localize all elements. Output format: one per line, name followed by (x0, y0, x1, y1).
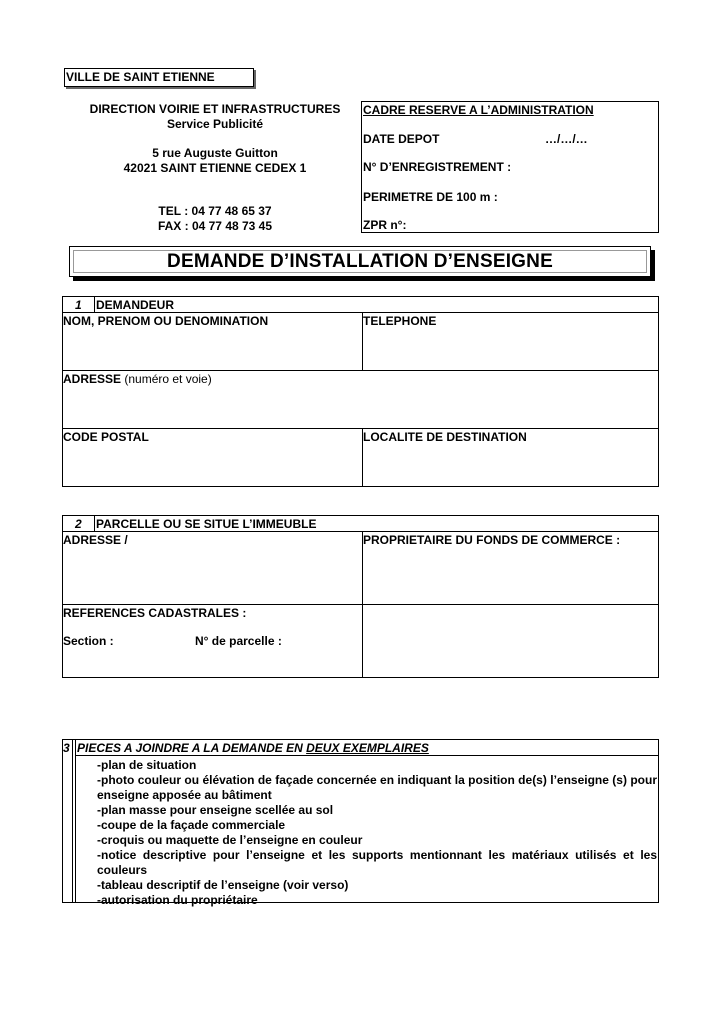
telephone: TEL : 04 77 48 65 37 (158, 204, 272, 218)
address-label: ADRESSE (63, 372, 122, 386)
attachments-list (97, 758, 657, 908)
form-title-banner (69, 246, 651, 277)
direction-block (80, 102, 350, 234)
street-address: 5 rue Auguste Guitton (152, 146, 278, 160)
form-title: DEMANDE D’INSTALLATION D’ENSEIGNE (167, 251, 553, 272)
admin-title: CADRE RESERVE A L’ADMINISTRATION (363, 103, 594, 117)
section3-number: 3 (63, 741, 70, 755)
city-name: VILLE DE SAINT ETIENNE (66, 70, 215, 84)
parcel-address-field[interactable] (63, 548, 361, 603)
name-field[interactable] (63, 319, 361, 369)
section-parcelle (62, 515, 659, 678)
locality-field[interactable] (363, 445, 657, 485)
cadastral-label: REFERENCES CADASTRALES : (63, 606, 247, 620)
address-hint: (numéro et voie) (121, 372, 212, 386)
parcel-address-label: ADRESSE / (63, 533, 128, 547)
date-deposit-value: …/…/… (545, 132, 588, 146)
list-item: -coupe de la façade commerciale (97, 818, 286, 832)
name-label: NOM, PRENOM OU DENOMINATION (63, 314, 269, 328)
direction-name: DIRECTION VOIRIE ET INFRASTRUCTURES (89, 102, 341, 116)
postal-code-label: CODE POSTAL (63, 430, 149, 444)
list-item: -tableau descriptif de l’enseigne (voir verso) (97, 878, 349, 892)
section2-number: 2 (75, 517, 82, 531)
business-owner-field[interactable] (363, 548, 657, 603)
list-item: -plan masse pour enseigne scellée au sol (97, 803, 334, 817)
section3-heading-prefix: PIECES A JOINDRE A LA DEMANDE EN (77, 741, 307, 755)
list-item: -croquis ou maquette de l’enseigne en couleur (97, 833, 363, 847)
section3-heading (77, 741, 429, 755)
cadastral-extra-field[interactable] (363, 606, 657, 676)
section1-heading: DEMANDEUR (96, 298, 174, 312)
city-box (64, 68, 254, 87)
postal-code-field[interactable] (63, 445, 361, 485)
fax: FAX : 04 77 48 73 45 (157, 219, 273, 233)
section1-number: 1 (75, 298, 82, 312)
list-item: -autorisation du propriétaire (97, 893, 258, 907)
postal-address: 42021 SAINT ETIENNE CEDEX 1 (123, 161, 307, 175)
list-item: -photo couleur ou élévation de façade concernée en indiquant la position de(s) l’enseigne (s) pour enseigne apposée au bâtiment (97, 773, 657, 802)
section3-heading-emph: DEUX EXEMPLAIRES (306, 741, 429, 755)
address-field[interactable] (63, 387, 657, 427)
phone-label: TELEPHONE (363, 314, 437, 328)
locality-label: LOCALITE DE DESTINATION (363, 430, 527, 444)
section-label: Section : (63, 634, 114, 648)
service-name: Service Publicité (166, 117, 264, 131)
zpr-label: ZPR n°: (363, 218, 407, 232)
perimeter-label: PERIMETRE DE 100 m : (363, 190, 498, 204)
admin-reserved-box (361, 101, 659, 233)
section2-heading: PARCELLE OU SE SITUE L’IMMEUBLE (96, 517, 317, 531)
parcel-number-label: N° de parcelle : (195, 634, 282, 648)
list-item: -plan de situation (97, 758, 197, 772)
list-item: -notice descriptive pour l’enseigne et les supports mentionnant les matériaux utilisés et les couleurs (97, 848, 657, 877)
section-demandeur (62, 296, 659, 487)
registration-label: N° D’ENREGISTREMENT : (363, 160, 512, 174)
date-deposit-label: DATE DEPOT (363, 132, 440, 146)
phone-field[interactable] (363, 319, 657, 369)
business-owner-label: PROPRIETAIRE DU FONDS DE COMMERCE : (363, 533, 621, 547)
